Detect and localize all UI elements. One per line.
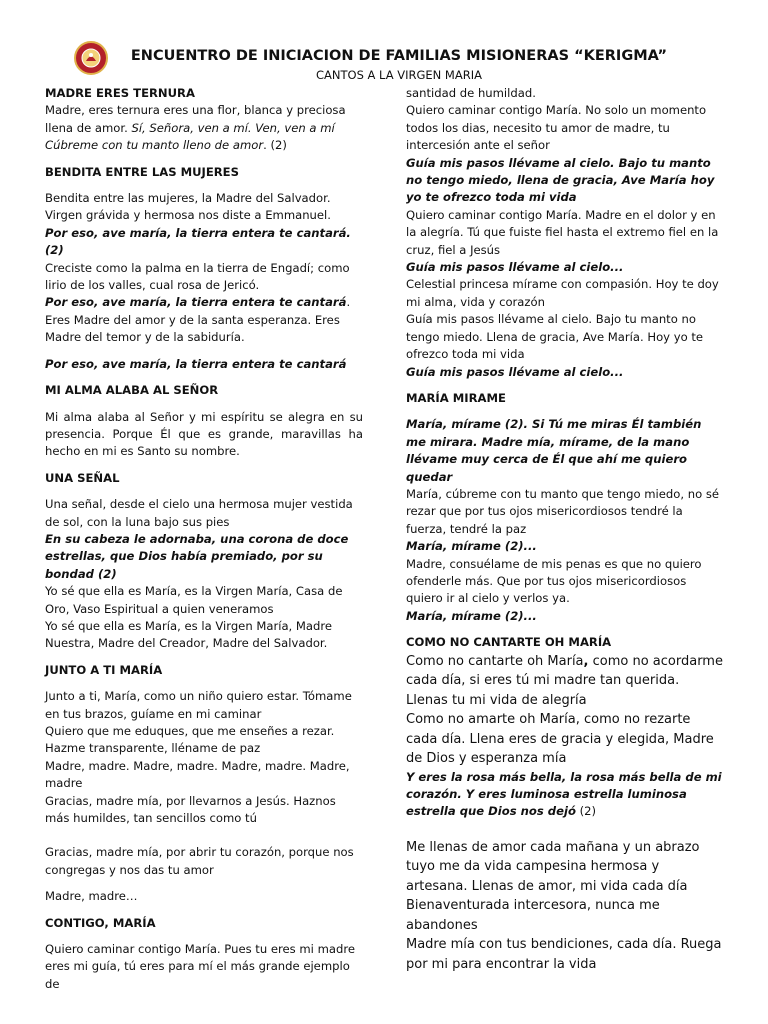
- song-title: UNA SEÑAL: [45, 470, 120, 485]
- verse: María, cúbreme con tu manto que tengo miedo, no sé rezar que por tus ojos misericordiosos tendré la fuerza, tendré la paz: [406, 486, 720, 536]
- verse: Quiero caminar contigo María. Madre en el dolor y en la alegría. Tú que fuiste fiel hasta el extremo fiel en la cruz, fiel a Jesús: [406, 207, 719, 257]
- page-title: ENCUENTRO DE INICIACION DE FAMILIAS MISIONERAS “KERIGMA”: [130, 48, 668, 64]
- verse: Quiero caminar contigo María. No solo un momento todos los dias, necesito tu amor de madre, tu intercesión ante el señor: [406, 103, 707, 153]
- chorus: María, mírame (2). Si Tú me miras Él también me mirara. Madre mía, mírame, de la mano llévame muy cerca de Él que ahí me quiero quedar: [406, 417, 702, 484]
- song-contigo-maria: [45, 915, 363, 994]
- left-column: [45, 85, 363, 993]
- verse: Como no cantarte oh María, como no acordarme cada día, si eres tú mi madre tan querida. Llenas tu mi vida de alegría: [406, 653, 723, 708]
- song-bendita: [45, 164, 363, 373]
- song-title: BENDITA ENTRE LAS MUJERES: [45, 164, 239, 179]
- verse: Guía mis pasos llévame al cielo. Bajo tu manto no tengo miedo. Llena de gracia, Ave María. Hoy yo te ofrezco toda mi vida: [406, 312, 704, 362]
- song-junto-a-ti: [45, 662, 363, 906]
- verse: Yo sé que ella es María, es la Virgen María, Casa de Oro, Vaso Espiritual a quien veneramos: [45, 584, 343, 616]
- chorus: Por eso, ave maría, la tierra entera te cantará. (2): [45, 225, 351, 258]
- verse: Hazme transparente, lléname de paz: [45, 741, 261, 756]
- chorus: María, mírame (2)...: [406, 608, 537, 623]
- verse-line: Cúbreme con tu manto lleno de amor. (2): [45, 138, 287, 153]
- song-title: CONTIGO, MARÍA: [45, 915, 156, 930]
- song-title: MADRE ERES TERNURA: [45, 86, 195, 100]
- chorus: Por eso, ave maría, la tierra entera te cantará.: [45, 295, 351, 310]
- verse: Bienaventurada intercesora, nunca me abandones: [406, 898, 660, 933]
- chorus: En su cabeza le adornaba, una corona de doce estrellas, que Dios había premiado, por su bondad (2): [45, 531, 349, 581]
- song-title: MARÍA MIRAME: [406, 390, 506, 405]
- verse: Me llenas de amor cada mañana y un abrazo tuyo me da vida campesina hermosa y artesana. Llenas de amor, mi vida cada día: [406, 839, 700, 894]
- chorus: Por eso, ave maría, la tierra entera te cantará: [45, 356, 347, 371]
- verse: Gracias, madre mía, por llevarnos a Jesús. Haznos más humildes, tan sencillos como tú: [45, 793, 336, 826]
- chorus: Guía mis pasos llévame al cielo. Bajo tu manto no tengo miedo, llena de gracia, Ave María hoy yo te ofrezco toda mi vida: [406, 155, 715, 205]
- right-column: [406, 85, 724, 974]
- song-contigo-maria-cont: [406, 85, 724, 381]
- chorus: Guía mis pasos llévame al cielo...: [406, 260, 624, 275]
- song-maria-mirame: [406, 390, 724, 625]
- verse: Junto a ti, María, como un niño quiero estar. Tómame en tus brazos, guíame en mi caminar: [45, 689, 352, 721]
- chorus: Guía mis pasos llévame al cielo...: [406, 364, 624, 379]
- verse: Celestial princesa mírame con compasión. Hoy te doy mi alma, vida y corazón: [406, 277, 719, 309]
- verse: Madre, madre. Madre, madre. Madre, madre. Madre, madre: [45, 758, 350, 791]
- song-madre-eres-ternura: [45, 85, 363, 155]
- song-title: JUNTO A TI MARÍA: [45, 662, 163, 677]
- verse: Quiero caminar contigo María. Pues tu eres mi madre eres mi guía, tú eres para mí el más grande ejemplo de: [45, 942, 355, 991]
- verse: Creciste como la palma en la tierra de Engadí; como lirio de los valles, cual rosa de Jericó.: [45, 260, 350, 293]
- verse: Quiero que me eduques, que me enseñes a rezar.: [45, 724, 335, 738]
- verse: Eres Madre del amor y de la santa esperanza. Eres Madre del temor y de la sabiduría.: [45, 312, 340, 345]
- verse: Una señal, desde el cielo una hermosa mujer vestida de sol, con la luna bajo sus pies: [45, 497, 353, 529]
- verse-line: Madre, eres ternura eres una flor, blanca y preciosa: [45, 103, 346, 118]
- verse: Madre, consuélame de mis penas es que no quiero ofenderle más. Que por tus ojos misericordiosos quiero ir al cielo y verlos ya.: [406, 556, 702, 606]
- chorus: María, mírame (2)...: [406, 539, 537, 554]
- song-mi-alma-alaba: [45, 382, 363, 461]
- verse-line: llena de amor. Sí, Señora, ven a mí. Ven, ven a mí: [45, 120, 335, 135]
- page-subtitle: CANTOS A LA VIRGEN MARIA: [316, 68, 482, 82]
- song-como-no-cantarte: [406, 634, 724, 974]
- verse: Como no amarte oh María, como no rezarte cada día. Llena eres de gracia y elegida, Madre de Dios y esperanza mía: [406, 712, 714, 767]
- verse: Bendita entre las mujeres, la Madre del Salvador. Virgen grávida y hermosa nos diste a Emmanuel.: [45, 191, 331, 223]
- chorus: Y eres la rosa más bella, la rosa más bella de mi corazón. Y eres luminosa estrella luminosa estrella que Dios nos dejó (2): [406, 769, 722, 819]
- verse: Madre, madre…: [45, 889, 138, 904]
- verse: Yo sé que ella es María, es la Virgen María, Madre Nuestra, Madre del Creador, Madre del Salvador.: [45, 618, 333, 651]
- song-title: COMO NO CANTARTE OH MARÍA: [406, 635, 612, 650]
- verse: Madre mía con tus bendiciones, cada día. Ruega por mi para encontrar la vida: [406, 937, 722, 972]
- song-title: MI ALMA ALABA AL SEÑOR: [45, 383, 219, 398]
- song-una-senal: [45, 470, 363, 653]
- verse: Gracias, madre mía, por abrir tu corazón, porque nos congregas y nos das tu amor: [45, 845, 354, 877]
- verse: santidad de humildad.: [406, 86, 536, 100]
- verse: Mi alma alaba al Señor y mi espíritu se alegra en su presencia. Porque Él que es grande, maravillas ha hecho en mi es Santo su nombre.: [45, 409, 363, 459]
